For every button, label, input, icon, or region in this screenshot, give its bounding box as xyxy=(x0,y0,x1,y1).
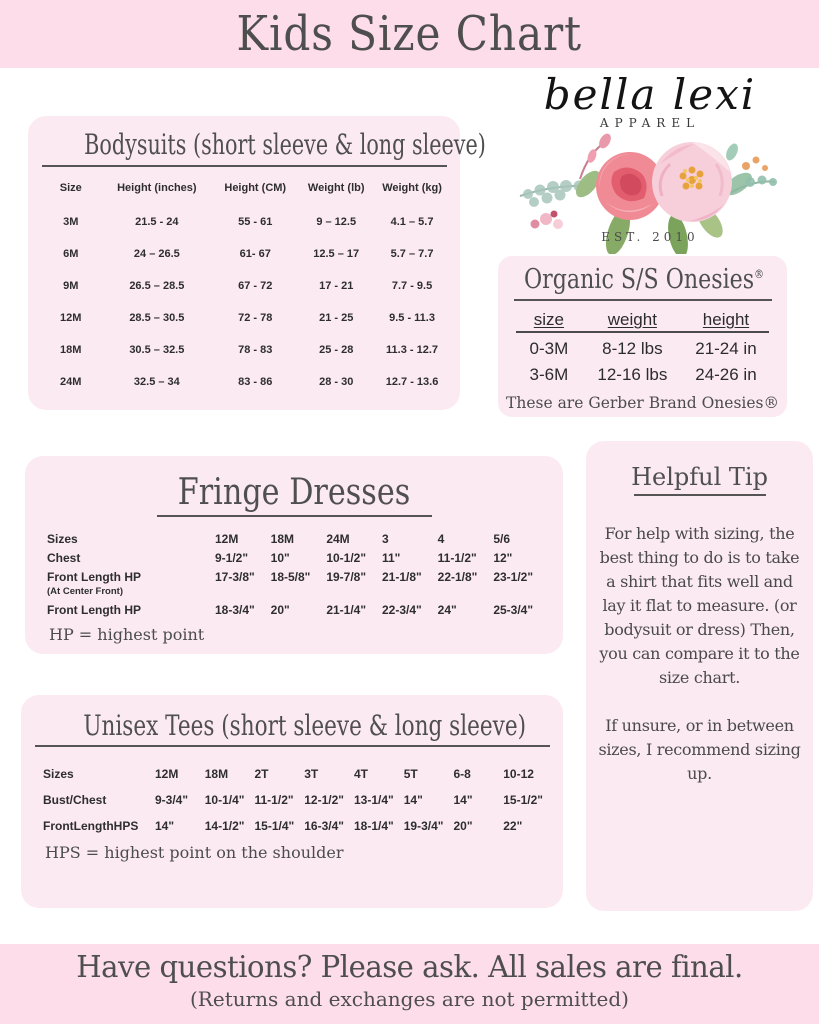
table-cell: 12M xyxy=(60,312,82,324)
table-cell: Height (inches) xyxy=(117,182,197,194)
bodysuits-title: Bodysuits (short sleeve & long sleeve) xyxy=(84,128,486,161)
table-cell: 12-1/2" xyxy=(304,793,344,807)
brand-logo xyxy=(505,70,795,244)
table-cell: 16-3/4" xyxy=(304,819,344,833)
table-cell: 11" xyxy=(382,550,401,565)
table-cell: 21.5 - 24 xyxy=(135,216,179,228)
brand-established: EST. 2010 xyxy=(601,230,699,244)
brand-subtitle: APPAREL xyxy=(599,116,701,130)
table-cell: 0-3M xyxy=(529,339,569,358)
table-cell: 10-12 xyxy=(503,767,534,781)
title-divider xyxy=(634,494,766,496)
table-cell: 18-1/4" xyxy=(354,819,394,833)
footer-questions-text: Have questions? Please ask. All sales are final. xyxy=(76,950,743,985)
tip-paragraph-1: For help with sizing, the best thing to do is to take a shirt that fits well and lay it flat to measure. (or bodysuit or dress) Then, you can compare it to the size chart. xyxy=(599,524,800,687)
table-cell: 10-1/2" xyxy=(326,550,367,565)
table-cell: 21-1/4" xyxy=(326,602,367,617)
table-cell xyxy=(271,586,327,600)
table-cell xyxy=(438,586,494,600)
table-cell: Front Length HP xyxy=(47,602,141,617)
table-cell: 24M xyxy=(60,376,82,388)
table-cell: 17-3/8" xyxy=(215,569,255,584)
fringe-title: Fringe Dresses xyxy=(177,472,411,513)
fringe-table xyxy=(25,517,563,619)
table-cell: 12M xyxy=(215,531,239,546)
bodysuits-table xyxy=(28,167,460,398)
table-cell: 12" xyxy=(493,550,513,565)
table-cell: 3-6M xyxy=(529,365,569,384)
table-cell: 24-26 in xyxy=(695,365,757,384)
registered-mark: ® xyxy=(754,267,764,281)
table-cell: 24 – 26.5 xyxy=(133,248,180,260)
table-cell: 6-8 xyxy=(453,767,471,781)
table-cell: 32.5 – 34 xyxy=(133,376,180,388)
table-cell: 12M xyxy=(155,767,179,781)
table-cell: 15-1/2" xyxy=(503,793,543,807)
header-band xyxy=(0,0,819,68)
table-cell: 28 - 30 xyxy=(319,376,354,388)
table-cell: 83 - 86 xyxy=(238,376,273,388)
table-cell: 18-5/8" xyxy=(270,569,311,584)
tees-table xyxy=(21,747,563,839)
table-cell: 25-3/4" xyxy=(493,602,534,617)
onesies-section xyxy=(498,256,787,417)
onesies-title-text: Organic S/S Onesies xyxy=(524,264,755,295)
table-cell xyxy=(382,586,438,600)
table-cell: 12-16 lbs xyxy=(597,365,668,384)
table-cell xyxy=(215,586,271,600)
table-cell: 14" xyxy=(453,793,473,807)
table-cell: 11.3 - 12.7 xyxy=(386,344,439,356)
table-cell: 19-3/4" xyxy=(403,819,444,833)
table-cell: Weight (kg) xyxy=(382,182,442,194)
table-cell: Size xyxy=(59,182,82,194)
table-cell: 3 xyxy=(382,531,389,546)
table-cell: 9-3/4" xyxy=(155,793,189,807)
table-cell: 18M xyxy=(60,344,82,356)
table-cell: size xyxy=(516,307,582,333)
table-cell: Front Length HP xyxy=(47,569,141,584)
table-cell: 15-1/4" xyxy=(254,819,295,833)
table-cell: 4.1 – 5.7 xyxy=(390,216,434,228)
table-cell: 21-24 in xyxy=(695,339,757,358)
tees-note: HPS = highest point on the shoulder xyxy=(45,843,344,862)
table-cell: 61- 67 xyxy=(239,248,271,260)
fringe-note: HP = highest point xyxy=(49,625,205,644)
helpful-tip-section xyxy=(586,441,813,911)
fringe-section xyxy=(25,456,563,654)
tees-title: Unisex Tees (short sleeve & long sleeve) xyxy=(83,709,526,742)
table-cell: 22" xyxy=(503,819,523,833)
table-cell: 20" xyxy=(270,602,290,617)
table-cell: 18M xyxy=(270,531,294,546)
table-cell: 25 - 28 xyxy=(319,344,354,356)
table-cell: 22-1/8" xyxy=(437,569,478,584)
table-cell xyxy=(493,586,549,600)
table-cell: 11-1/2" xyxy=(437,550,477,565)
table-cell: 18M xyxy=(204,767,229,781)
table-cell: 55 - 61 xyxy=(238,216,273,228)
table-cell: 24" xyxy=(437,602,457,617)
onesies-note: These are Gerber Brand Onesies® xyxy=(506,394,779,412)
table-cell: 5.7 – 7.7 xyxy=(390,248,434,260)
table-cell: 9M xyxy=(63,280,79,292)
table-cell: Sizes xyxy=(43,767,74,781)
table-cell: 12.7 - 13.6 xyxy=(385,376,439,388)
footer-band xyxy=(0,944,819,1024)
bodysuits-section xyxy=(28,116,486,410)
table-cell: 72 - 78 xyxy=(238,312,273,324)
table-cell: 9-1/2" xyxy=(215,550,249,565)
table-cell: 6M xyxy=(63,248,79,260)
table-cell: 24M xyxy=(326,531,350,546)
table-cell: 2T xyxy=(254,767,269,781)
table-cell: 7.7 - 9.5 xyxy=(391,280,433,292)
table-cell: Sizes xyxy=(47,531,78,546)
table-cell xyxy=(326,586,382,600)
table-cell: 14" xyxy=(155,819,175,833)
table-cell: 21-1/8" xyxy=(382,569,422,584)
table-cell: 19-7/8" xyxy=(326,569,367,584)
table-cell: 10" xyxy=(270,550,290,565)
table-cell: 4T xyxy=(354,767,369,781)
table-cell: 10-1/4" xyxy=(204,793,245,807)
footer-returns-text: (Returns and exchanges are not permitted) xyxy=(190,987,629,1011)
table-cell: FrontLengthHPS xyxy=(43,819,139,833)
table-cell: weight xyxy=(582,307,683,333)
table-cell: 12.5 – 17 xyxy=(313,248,360,260)
tees-section xyxy=(21,695,563,908)
table-cell: 4 xyxy=(437,531,445,546)
table-cell: 8-12 lbs xyxy=(602,339,663,358)
table-cell: 23-1/2" xyxy=(493,569,534,584)
onesies-title xyxy=(524,256,764,295)
table-cell: 78 - 83 xyxy=(238,344,273,356)
table-cell: Weight (lb) xyxy=(307,182,365,194)
table-cell: 14" xyxy=(403,793,423,807)
table-cell: 3T xyxy=(304,767,319,781)
table-cell: 9 – 12.5 xyxy=(316,216,357,228)
table-cell: Height (CM) xyxy=(224,182,287,194)
table-cell: 11-1/2" xyxy=(254,793,294,807)
table-cell: 5T xyxy=(403,767,418,781)
tip-paragraph-2: If unsure, or in between sizes, I recommend sizing up. xyxy=(598,716,801,783)
table-cell: 28.5 – 30.5 xyxy=(129,312,185,324)
table-cell: (At Center Front) xyxy=(47,586,123,597)
table-cell: 30.5 – 32.5 xyxy=(129,344,185,356)
table-cell: 13-1/4" xyxy=(354,793,394,807)
table-cell: 21 - 25 xyxy=(319,312,354,324)
table-cell: 17 - 21 xyxy=(319,280,354,292)
table-cell: Chest xyxy=(47,550,81,565)
tip-title: Helpful Tip xyxy=(631,463,768,491)
table-cell: 26.5 – 28.5 xyxy=(129,280,185,292)
table-cell: 5/6 xyxy=(493,531,511,546)
table-cell: 14-1/2" xyxy=(204,819,245,833)
table-cell: Bust/Chest xyxy=(43,793,107,807)
table-cell: 9.5 - 11.3 xyxy=(389,312,435,324)
brand-name: bella lexi xyxy=(543,70,757,119)
table-cell: height xyxy=(683,307,769,333)
table-cell: 67 - 72 xyxy=(238,280,273,292)
table-cell: 18-3/4" xyxy=(215,602,255,617)
page-title: Kids Size Chart xyxy=(236,6,583,62)
table-cell: 3M xyxy=(63,216,79,228)
onesies-table xyxy=(498,301,787,388)
table-cell: 22-3/4" xyxy=(382,602,422,617)
table-cell: 20" xyxy=(453,819,473,833)
